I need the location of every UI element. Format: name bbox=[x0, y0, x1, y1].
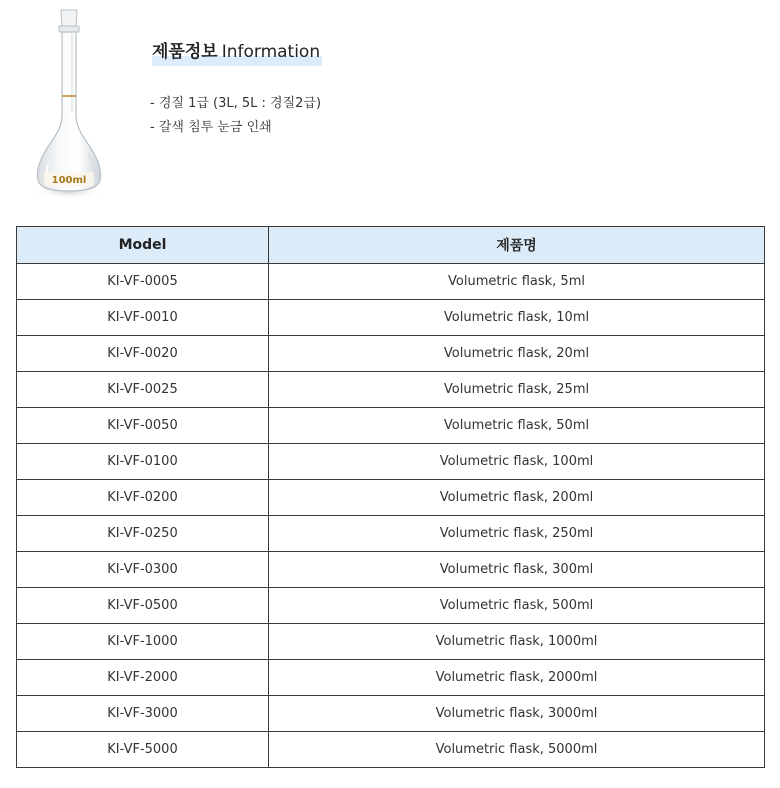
table-row bbox=[17, 660, 765, 696]
product-name-cell: Volumetric flask, 3000ml bbox=[269, 696, 765, 732]
model-cell: KI-VF-0100 bbox=[17, 444, 269, 480]
table-row bbox=[17, 336, 765, 372]
model-cell: KI-VF-0020 bbox=[17, 336, 269, 372]
product-name-cell: Volumetric flask, 25ml bbox=[269, 372, 765, 408]
model-cell: KI-VF-0010 bbox=[17, 300, 269, 336]
table-row bbox=[17, 372, 765, 408]
product-name-cell: Volumetric flask, 2000ml bbox=[269, 660, 765, 696]
product-name-cell: Volumetric flask, 1000ml bbox=[269, 624, 765, 660]
table-row bbox=[17, 588, 765, 624]
info-bullet: - 갈색 침투 눈금 인쇄 bbox=[150, 120, 272, 135]
model-cell: KI-VF-0005 bbox=[17, 264, 269, 300]
table-row bbox=[17, 300, 765, 336]
column-header-model: Model bbox=[17, 227, 269, 264]
model-cell: KI-VF-0500 bbox=[17, 588, 269, 624]
flask-stopper bbox=[61, 10, 77, 28]
table-row bbox=[17, 732, 765, 768]
model-cell: KI-VF-0050 bbox=[17, 408, 269, 444]
model-cell: KI-VF-0025 bbox=[17, 372, 269, 408]
model-cell: KI-VF-1000 bbox=[17, 624, 269, 660]
table-row bbox=[17, 552, 765, 588]
product-model-table bbox=[16, 226, 765, 768]
table-row bbox=[17, 696, 765, 732]
info-bullet-list bbox=[150, 92, 321, 140]
product-name-cell: Volumetric flask, 100ml bbox=[269, 444, 765, 480]
product-name-cell: Volumetric flask, 10ml bbox=[269, 300, 765, 336]
info-heading-english: Information bbox=[221, 42, 321, 62]
table-row bbox=[17, 624, 765, 660]
product-name-cell: Volumetric flask, 20ml bbox=[269, 336, 765, 372]
product-name-cell: Volumetric flask, 500ml bbox=[269, 588, 765, 624]
model-cell: KI-VF-0200 bbox=[17, 480, 269, 516]
volumetric-flask-image bbox=[28, 4, 110, 200]
info-heading bbox=[152, 40, 320, 66]
model-cell: KI-VF-5000 bbox=[17, 732, 269, 768]
table-row bbox=[17, 480, 765, 516]
table-row bbox=[17, 408, 765, 444]
table-row bbox=[17, 516, 765, 552]
column-header-product-name: 제품명 bbox=[269, 227, 765, 264]
product-name-cell: Volumetric flask, 300ml bbox=[269, 552, 765, 588]
model-cell: KI-VF-0300 bbox=[17, 552, 269, 588]
flask-marking-text: 100ml bbox=[51, 175, 87, 186]
product-name-cell: Volumetric flask, 5000ml bbox=[269, 732, 765, 768]
info-heading-korean: 제품정보 bbox=[152, 42, 218, 62]
table-row bbox=[17, 264, 765, 300]
info-bullet: - 경질 1급 (3L, 5L : 경질2급) bbox=[150, 96, 322, 111]
product-name-cell: Volumetric flask, 250ml bbox=[269, 516, 765, 552]
product-name-cell: Volumetric flask, 5ml bbox=[269, 264, 765, 300]
table-row bbox=[17, 444, 765, 480]
model-cell: KI-VF-3000 bbox=[17, 696, 269, 732]
model-cell: KI-VF-0250 bbox=[17, 516, 269, 552]
product-name-cell: Volumetric flask, 200ml bbox=[269, 480, 765, 516]
product-name-cell: Volumetric flask, 50ml bbox=[269, 408, 765, 444]
table-header-row bbox=[17, 227, 765, 264]
model-cell: KI-VF-2000 bbox=[17, 660, 269, 696]
